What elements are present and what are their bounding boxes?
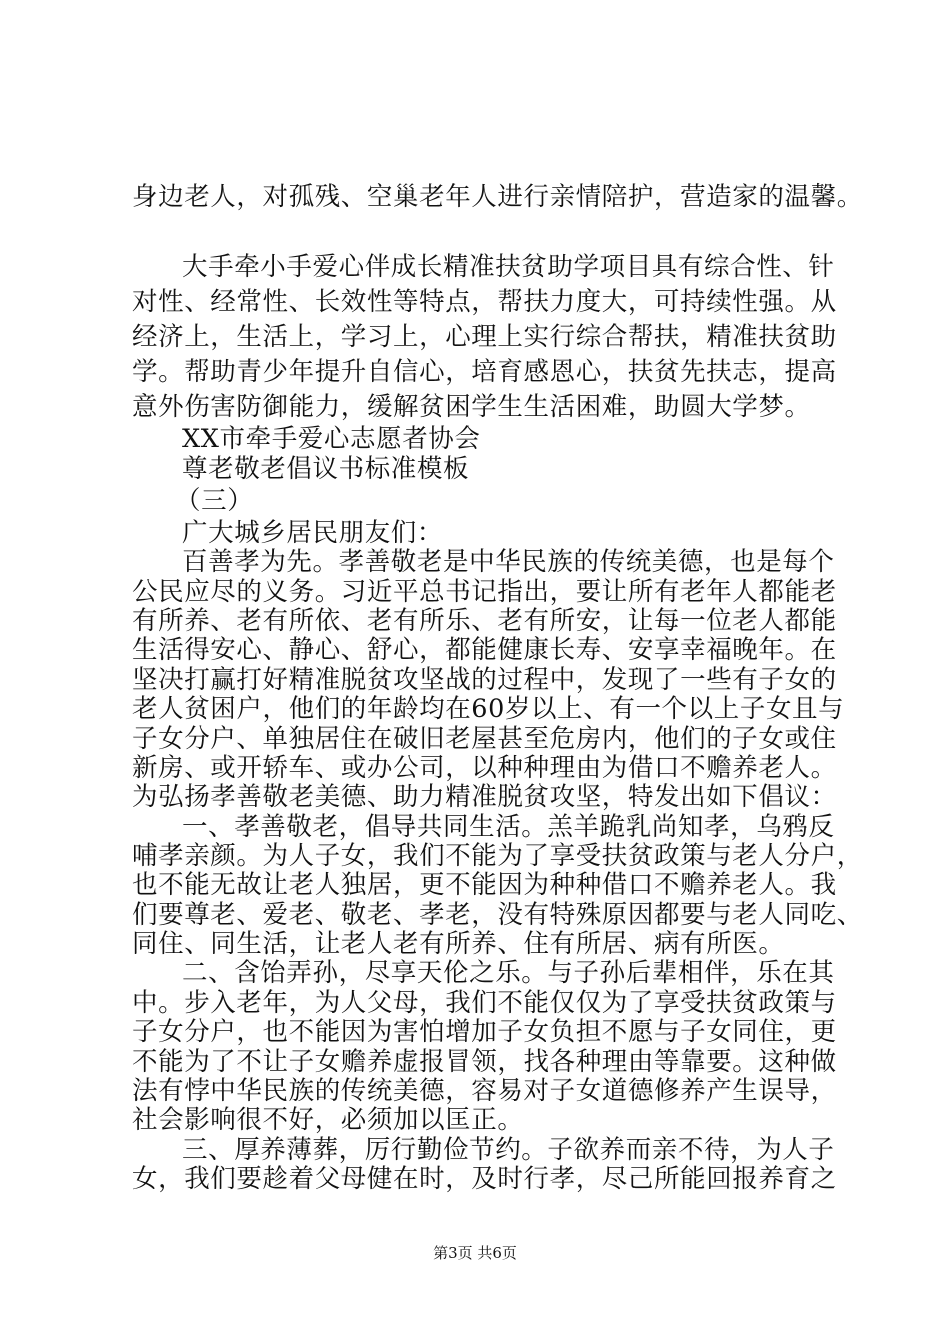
text-line: 中。步入老年，为人父母，我们不能仅仅为了享受扶贫政策与 xyxy=(132,988,837,1018)
section-number: （三） xyxy=(175,486,254,516)
text-line: 社会影响很不好，必须加以匡正。 xyxy=(132,1105,524,1135)
text-line: 不能为了不让子女赡养虚报冒领，找各种理由等靠要。这种做 xyxy=(132,1047,837,1077)
text-line: 身边老人，对孤残、空巢老年人进行亲情陪护，营造家的温馨。 xyxy=(132,182,863,212)
text-line: 坚决打赢打好精准脱贫攻坚战的过程中，发现了一些有子女的 xyxy=(132,665,837,695)
text-line: 一、孝善敬老，倡导共同生活。羔羊跪乳尚知孝，乌鸦反 xyxy=(182,812,835,842)
text-line: 法有悖中华民族的传统美德，容易对子女道德修养产生误导， xyxy=(132,1076,837,1106)
text-line: 同住、同生活，让老人老有所养、住有所居、病有所医。 xyxy=(132,929,785,959)
text-line: 子女分户，也不能因为害怕增加子女负担不愿与子女同住，更 xyxy=(132,1017,837,1047)
text-line: 也不能无故让老人独居，更不能因为种种借口不赡养老人。我 xyxy=(132,870,837,900)
section-title: 尊老敬老倡议书标准模板 xyxy=(182,454,470,484)
page-footer: 第3页 共6页 xyxy=(433,1244,517,1262)
text-line: 对性、经常性、长效性等特点，帮扶力度大，可持续性强。从 xyxy=(132,287,837,317)
salutation: 广大城乡居民朋友们： xyxy=(182,518,444,548)
text-line: 子女分户、单独居住在破旧老屋甚至危房内，他们的子女或住 xyxy=(132,724,837,754)
text-line: 老人贫困户，他们的年龄均在60岁以上、有一个以上子女且与 xyxy=(132,694,845,724)
text-line: 为弘扬孝善敬老美德、助力精准脱贫攻坚，特发出如下倡议： xyxy=(132,782,837,812)
text-line: 女，我们要趁着父母健在时，及时行孝，尽己所能回报养育之 xyxy=(132,1164,837,1194)
text-line: 二、含饴弄孙，尽享天伦之乐。与子孙后辈相伴，乐在其 xyxy=(182,958,835,988)
text-line: 有所养、老有所依、老有所乐、老有所安，让每一位老人都能 xyxy=(132,606,837,636)
text-line: 百善孝为先。孝善敬老是中华民族的传统美德，也是每个 xyxy=(182,547,835,577)
organization-name: XX市牵手爱心志愿者协会 xyxy=(182,424,481,454)
text-line: 哺孝亲颜。为人子女，我们不能为了享受扶贫政策与老人分户， xyxy=(132,841,863,871)
text-line: 公民应尽的义务。习近平总书记指出，要让所有老年人都能老 xyxy=(132,577,837,607)
text-line: 三、厚养薄葬，厉行勤俭节约。子欲养而亲不待，为人子 xyxy=(182,1135,835,1165)
text-line: 生活得安心、静心、舒心，都能健康长寿、安享幸福晚年。在 xyxy=(132,635,837,665)
text-line: 大手牵小手爱心伴成长精准扶贫助学项目具有综合性、针 xyxy=(182,252,835,282)
text-line: 意外伤害防御能力，缓解贫困学生生活困难，助圆大学梦。 xyxy=(132,392,811,422)
text-line: 们要尊老、爱老、敬老、孝老，没有特殊原因都要与老人同吃、 xyxy=(132,900,863,930)
text-line: 学。帮助青少年提升自信心，培育感恩心，扶贫先扶志，提高 xyxy=(132,357,837,387)
text-line: 经济上，生活上，学习上，心理上实行综合帮扶，精准扶贫助 xyxy=(132,322,837,352)
text-line: 新房、或开轿车、或办公司，以种种理由为借口不赡养老人。 xyxy=(132,753,837,783)
